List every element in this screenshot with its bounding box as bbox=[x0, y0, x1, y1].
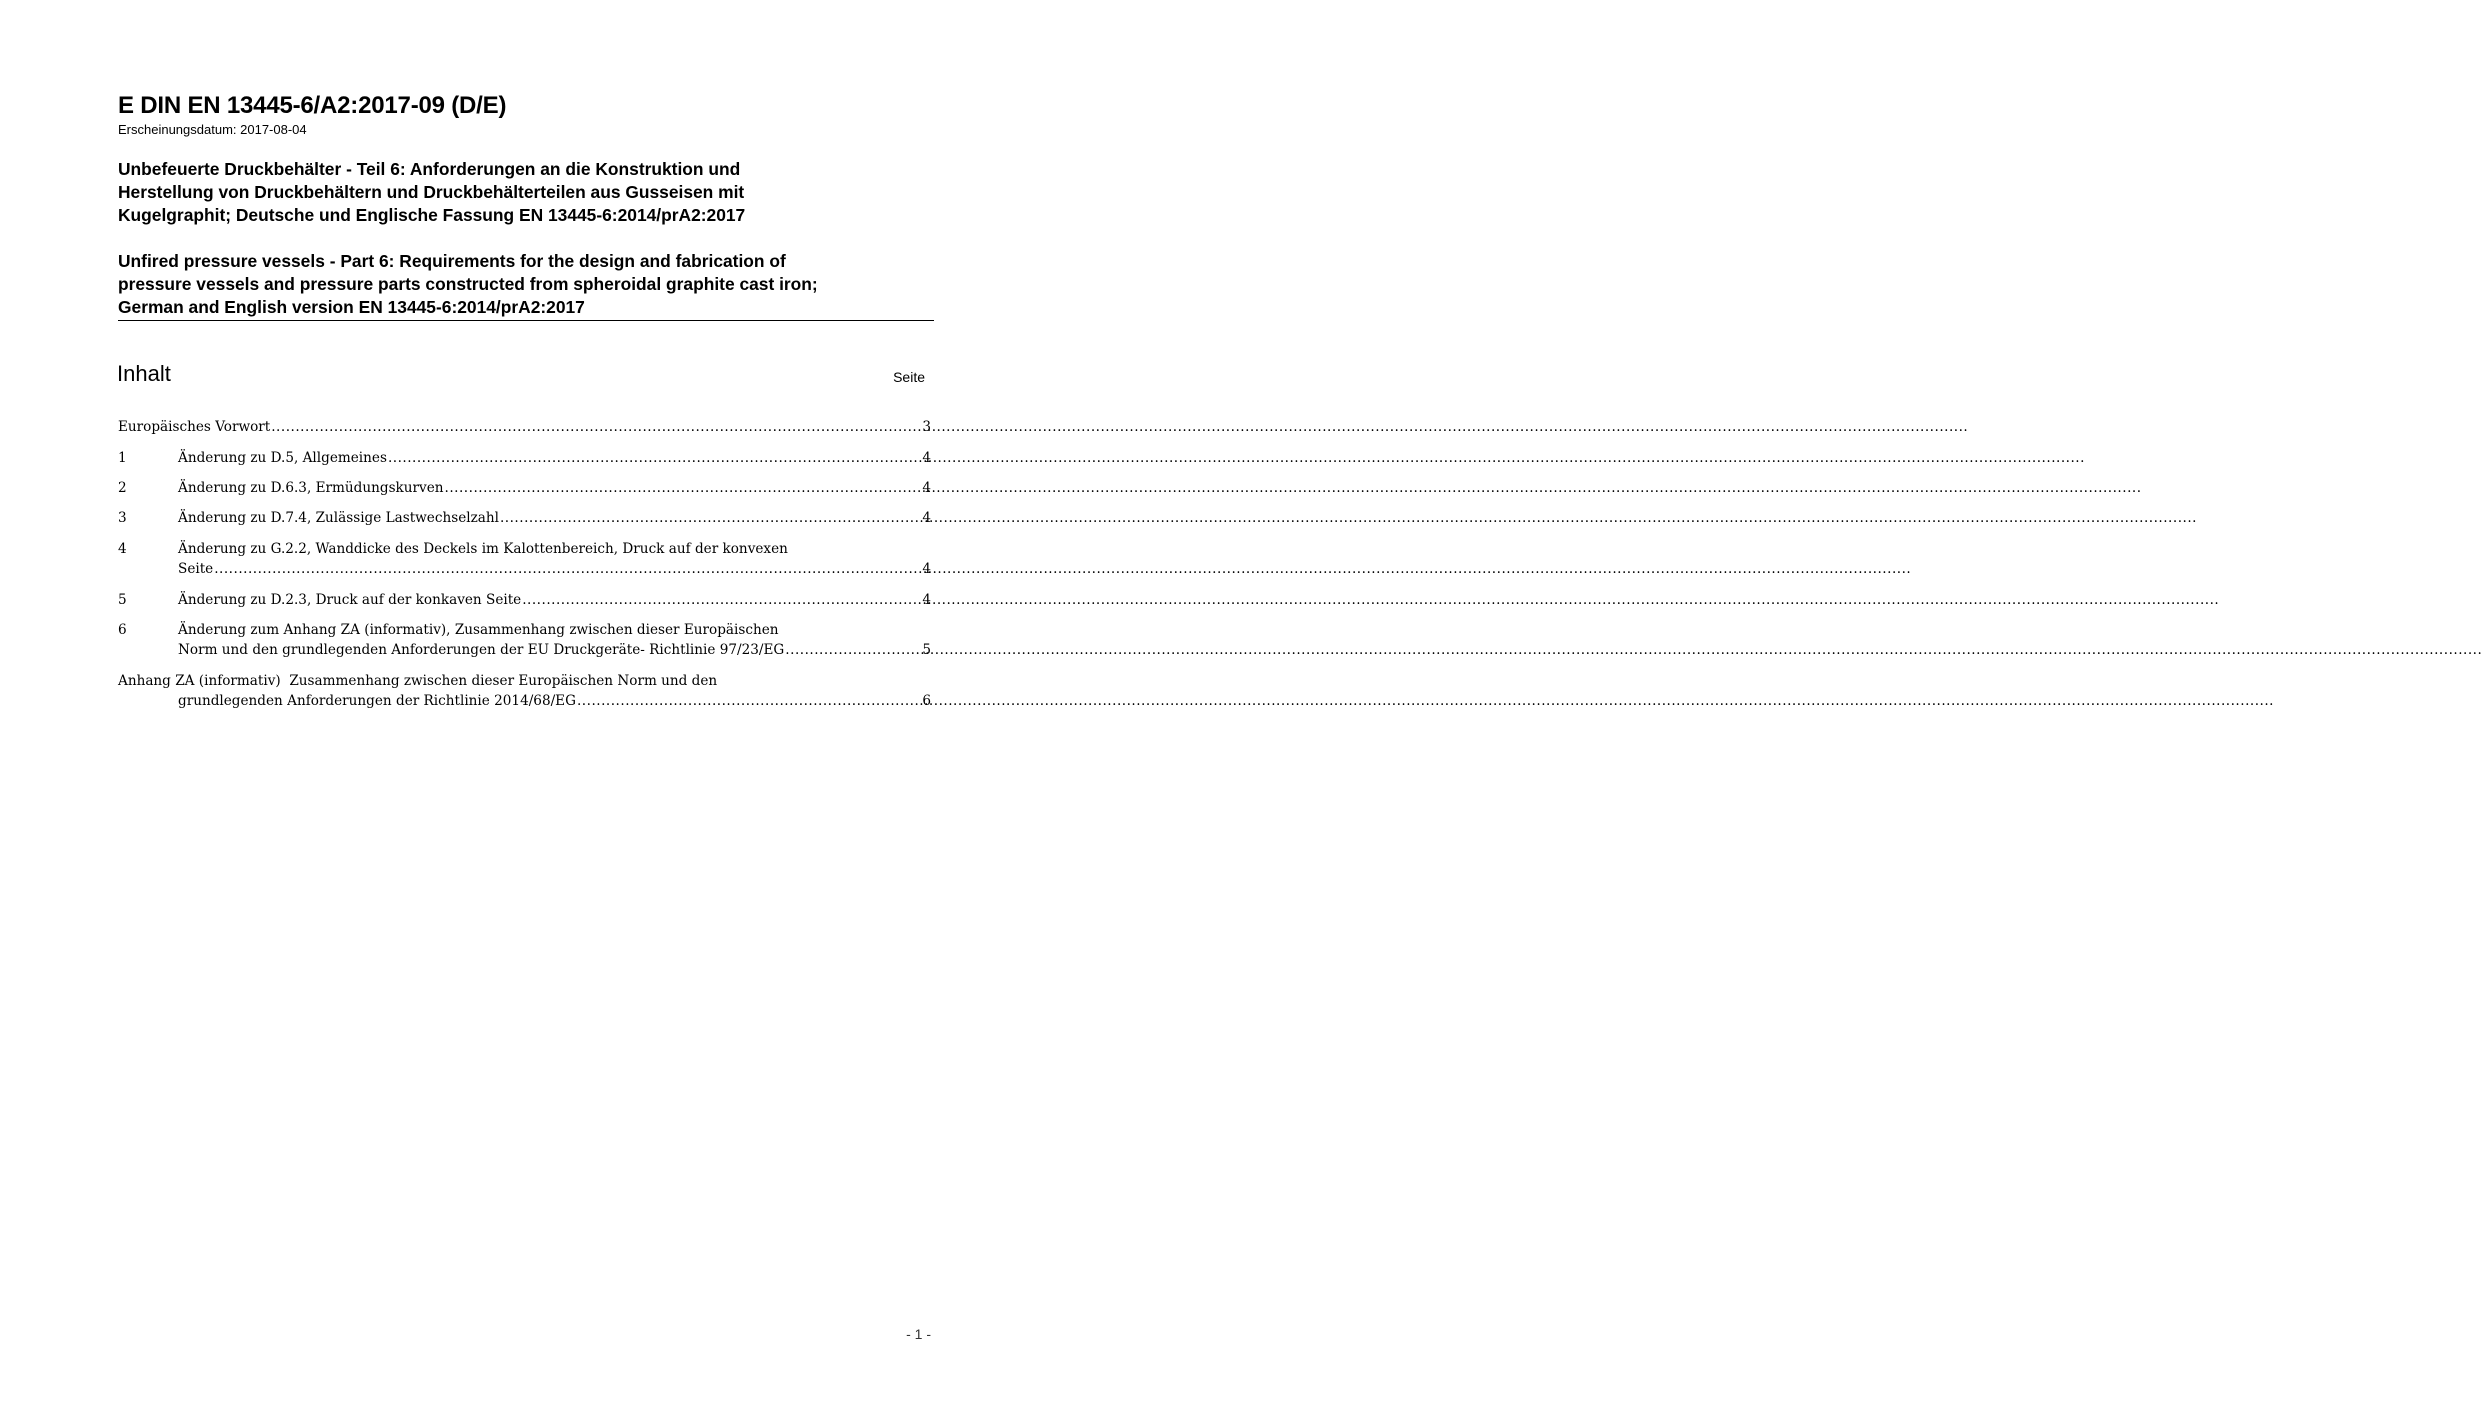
toc-entry-number: 4 bbox=[118, 541, 127, 557]
toc-entry-page: 4 bbox=[922, 510, 931, 526]
title-german-line: Kugelgraphit; Deutsche und Englische Fassung EN 13445-6:2014/prA2:2017 bbox=[118, 205, 746, 225]
title-english bbox=[118, 250, 908, 319]
toc-entry-6[interactable] bbox=[118, 620, 931, 660]
toc-dot-leader bbox=[271, 417, 921, 437]
toc-entry-number: 2 bbox=[118, 480, 127, 496]
toc-entry-text: Änderung zu D.5, Allgemeines bbox=[178, 450, 387, 466]
page-number: - 1 - bbox=[906, 1326, 931, 1342]
toc-entry-text: Änderung zum Anhang ZA (informativ), Zusammenhang zwischen dieser Europäischen bbox=[178, 622, 779, 638]
title-german-line: Herstellung von Druckbehältern und Druckbehälterteilen aus Gusseisen mit bbox=[118, 182, 745, 202]
toc-entry-text: Anhang ZA (informativ) Zusammenhang zwischen dieser Europäischen Norm und den bbox=[118, 673, 718, 689]
toc-entry-page: 4 bbox=[922, 480, 931, 496]
document-page bbox=[0, 0, 992, 1403]
toc-entry-annex-za[interactable] bbox=[118, 671, 931, 711]
toc-entry-text: Änderung zu G.2.2, Wanddicke des Deckels im Kalottenbereich, Druck auf der konvexen bbox=[178, 541, 788, 557]
title-german bbox=[118, 158, 908, 227]
title-english-line: German and English version EN 13445-6:2014/prA2:2017 bbox=[118, 297, 585, 317]
toc-dot-leader bbox=[577, 691, 921, 711]
title-divider bbox=[118, 320, 934, 321]
toc-dot-leader bbox=[214, 559, 921, 579]
toc-dot-leader bbox=[445, 478, 922, 498]
toc-entry-page: 4 bbox=[922, 592, 931, 608]
toc-entry-2[interactable] bbox=[118, 478, 931, 498]
toc-entry-number: 6 bbox=[118, 622, 127, 638]
toc-entry-page: 3 bbox=[922, 419, 931, 435]
toc-entry-text: Änderung zu D.6.3, Ermüdungskurven bbox=[178, 480, 444, 496]
toc-entry-text: Änderung zu D.7.4, Zulässige Lastwechselzahl bbox=[178, 510, 499, 526]
toc-heading: Inhalt bbox=[117, 361, 171, 386]
toc-entry-1[interactable] bbox=[118, 448, 931, 468]
toc-entry-3[interactable] bbox=[118, 508, 931, 528]
toc-entry-text-continued: Seite bbox=[178, 561, 214, 577]
toc-entry-page: 4 bbox=[922, 561, 931, 577]
toc-entry-text: Europäisches Vorwort bbox=[118, 419, 271, 435]
toc-entry-number: 1 bbox=[118, 450, 127, 466]
title-english-line: Unfired pressure vessels - Part 6: Requirements for the design and fabrication of bbox=[118, 251, 786, 271]
toc-dot-leader bbox=[522, 590, 921, 610]
toc-entry-text: Änderung zu D.2.3, Druck auf der konkaven Seite bbox=[178, 592, 522, 608]
toc-dot-leader bbox=[388, 448, 921, 468]
toc-entry-number: 5 bbox=[118, 592, 127, 608]
toc-page-label: Seite bbox=[893, 369, 925, 385]
toc-entry-number: 3 bbox=[118, 510, 127, 526]
title-german-line: Unbefeuerte Druckbehälter - Teil 6: Anforderungen an die Konstruktion und bbox=[118, 159, 741, 179]
toc-entry-page: 6 bbox=[922, 693, 931, 709]
toc-dot-leader bbox=[500, 508, 921, 528]
toc-entry-text-continued: Norm und den grundlegenden Anforderungen der EU Druckgeräte- Richtlinie 97/23/EG bbox=[178, 642, 785, 658]
toc-entry-text-continued: grundlegenden Anforderungen der Richtlinie 2014/68/EG bbox=[178, 693, 576, 709]
title-english-line: pressure vessels and pressure parts constructed from spheroidal graphite cast iron; bbox=[118, 274, 818, 294]
toc-dot-leader bbox=[785, 640, 921, 660]
toc-entry-5[interactable] bbox=[118, 590, 931, 610]
document-id: E DIN EN 13445-6/A2:2017-09 (D/E) bbox=[118, 92, 507, 119]
toc-entry-page: 4 bbox=[922, 450, 931, 466]
toc-entry-page: 5 bbox=[922, 642, 931, 658]
toc-entry-foreword[interactable] bbox=[118, 417, 931, 437]
publication-date: Erscheinungsdatum: 2017-08-04 bbox=[118, 122, 307, 137]
toc-entry-4[interactable] bbox=[118, 539, 931, 579]
